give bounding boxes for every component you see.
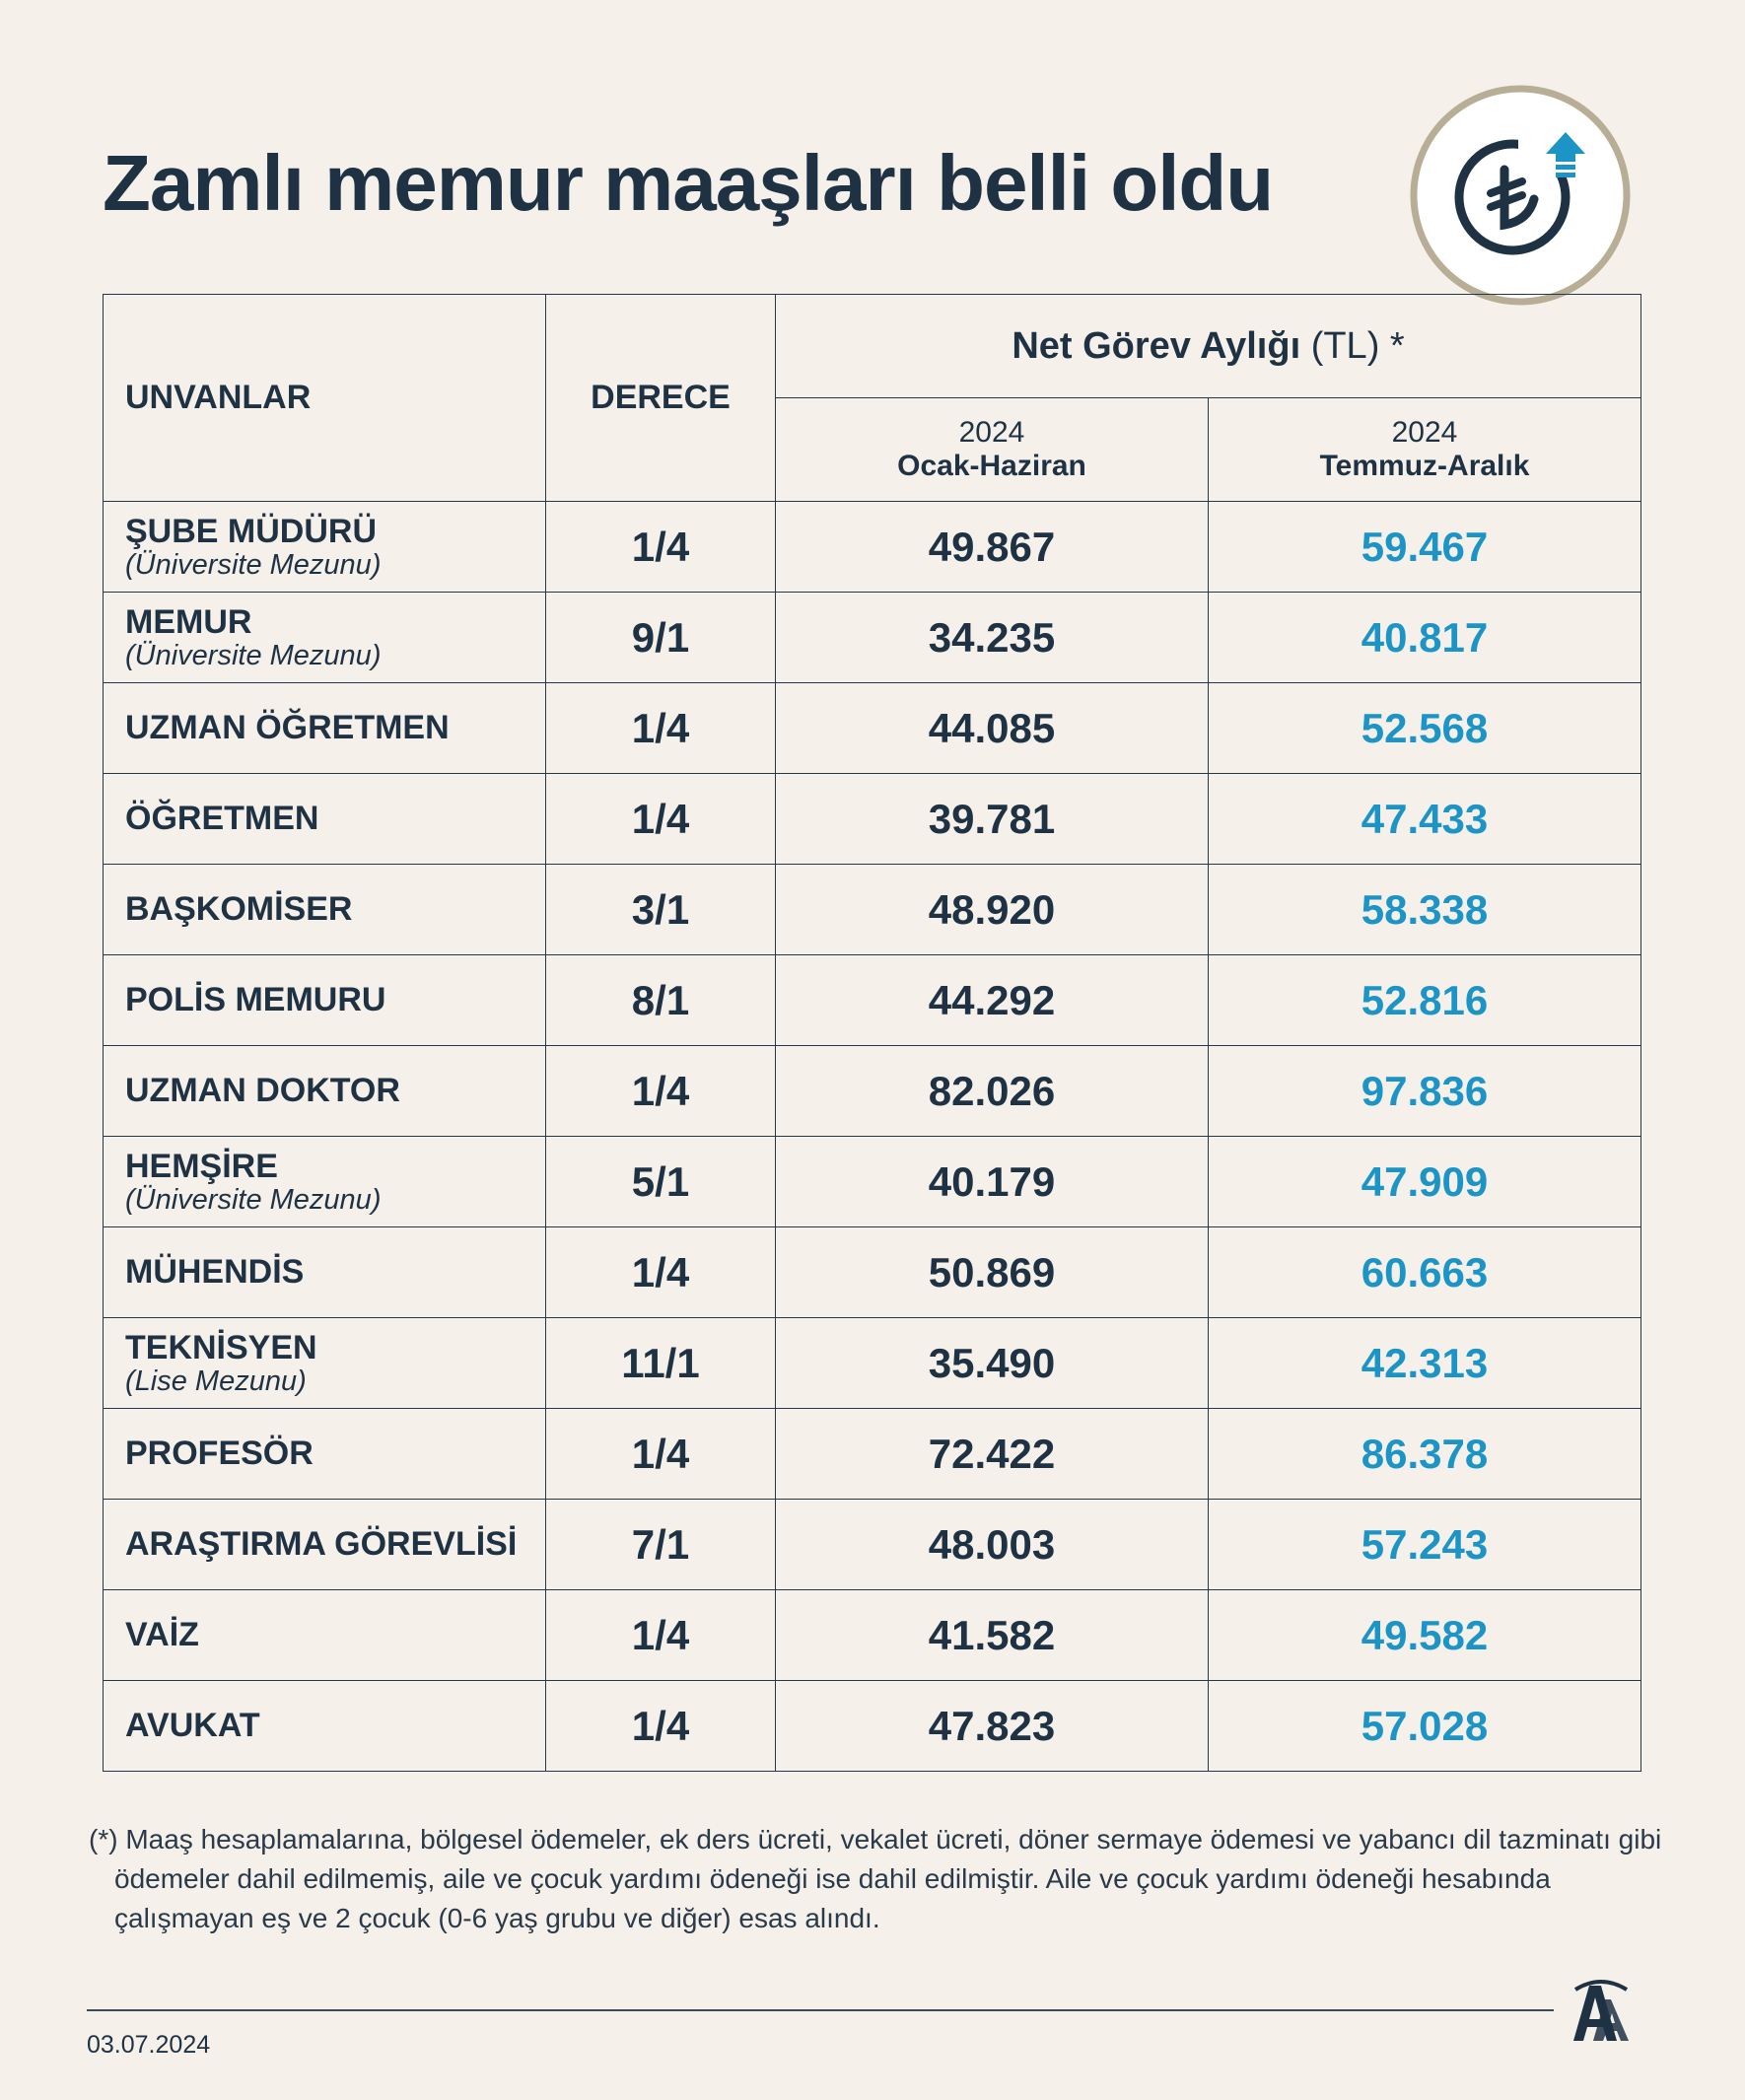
row-salary-jan-jun: 50.869	[776, 1227, 1209, 1318]
row-grade: 7/1	[546, 1500, 776, 1590]
footnote: (*) Maaş hesaplamalarına, bölgesel ödemeler, ek ders ücreti, vekalet ücreti, döner sermaye ödemesi ve yabancı dil tazminatı gibi ödemeler dahil edilmemiş, aile ve çocuk yardımı ödeneği ise dahil edilmiştir. Aile ve çocuk yardımı ödeneği hesabında çalışmayan eş ve 2 çocuk (0-6 yaş grubu ve diğer) esas alındı.	[89, 1824, 1662, 1933]
row-title-cell	[104, 1590, 546, 1681]
row-title-note: (Lise Mezunu)	[125, 1365, 307, 1397]
header-period-1-name: Ocak-Haziran	[897, 450, 1086, 482]
row-grade: 11/1	[546, 1318, 776, 1409]
aa-logo-icon	[1568, 1978, 1635, 2045]
row-title: ŞUBE MÜDÜRÜ	[125, 512, 377, 550]
row-title: HEMŞİRE	[125, 1147, 278, 1185]
row-title: ARAŞTIRMA GÖREVLİSİ	[125, 1525, 518, 1564]
table-row	[104, 1590, 1641, 1681]
row-salary-jan-jun: 72.422	[776, 1409, 1209, 1500]
row-title-cell	[104, 683, 546, 774]
row-title-note: (Üniversite Mezunu)	[125, 639, 382, 671]
table-row	[104, 1227, 1641, 1318]
row-salary-jul-dec: 52.568	[1209, 683, 1641, 774]
row-salary-jan-jun: 44.085	[776, 683, 1209, 774]
row-salary-jan-jun: 41.582	[776, 1590, 1209, 1681]
header-net-salary-label: Net Görev Aylığı	[1012, 324, 1301, 367]
row-grade: 1/4	[546, 502, 776, 593]
header-period-2-name: Temmuz-Aralık	[1319, 450, 1530, 482]
row-salary-jan-jun: 40.179	[776, 1137, 1209, 1227]
row-title: UZMAN ÖĞRETMEN	[125, 709, 450, 747]
table-row	[104, 865, 1641, 955]
row-title: POLİS MEMURU	[125, 981, 386, 1019]
row-salary-jan-jun: 44.292	[776, 955, 1209, 1046]
row-salary-jan-jun: 82.026	[776, 1046, 1209, 1137]
row-salary-jul-dec: 42.313	[1209, 1318, 1641, 1409]
row-grade: 1/4	[546, 683, 776, 774]
row-grade: 1/4	[546, 774, 776, 865]
table-row	[104, 1409, 1641, 1500]
row-title-cell	[104, 1500, 546, 1590]
row-title: PROFESÖR	[125, 1435, 314, 1473]
row-salary-jul-dec: 59.467	[1209, 502, 1641, 593]
row-title: UZMAN DOKTOR	[125, 1072, 400, 1110]
row-salary-jul-dec: 52.816	[1209, 955, 1641, 1046]
row-title-cell	[104, 774, 546, 865]
row-grade: 1/4	[546, 1227, 776, 1318]
row-title-cell	[104, 1227, 546, 1318]
table-row	[104, 1681, 1641, 1772]
header-period-1	[776, 398, 1209, 502]
row-title-cell	[104, 502, 546, 593]
row-salary-jul-dec: 47.433	[1209, 774, 1641, 865]
row-title-note: (Üniversite Mezunu)	[125, 1183, 382, 1216]
row-title: MEMUR	[125, 602, 252, 641]
row-salary-jul-dec: 57.243	[1209, 1500, 1641, 1590]
row-title-cell	[104, 955, 546, 1046]
row-grade: 9/1	[546, 593, 776, 683]
row-salary-jul-dec: 49.582	[1209, 1590, 1641, 1681]
row-grade: 1/4	[546, 1046, 776, 1137]
row-title: AVUKAT	[125, 1707, 260, 1745]
row-salary-jul-dec: 47.909	[1209, 1137, 1641, 1227]
row-salary-jul-dec: 97.836	[1209, 1046, 1641, 1137]
table-row	[104, 774, 1641, 865]
row-salary-jan-jun: 49.867	[776, 502, 1209, 593]
row-salary-jul-dec: 57.028	[1209, 1681, 1641, 1772]
row-title: TEKNİSYEN	[125, 1328, 317, 1366]
row-salary-jan-jun: 39.781	[776, 774, 1209, 865]
row-salary-jan-jun: 47.823	[776, 1681, 1209, 1772]
row-grade: 1/4	[546, 1590, 776, 1681]
header-net-salary-unit: (TL) *	[1310, 324, 1405, 367]
table-row	[104, 1046, 1641, 1137]
row-salary-jan-jun: 48.003	[776, 1500, 1209, 1590]
row-title: MÜHENDİS	[125, 1253, 305, 1292]
row-salary-jul-dec: 60.663	[1209, 1227, 1641, 1318]
row-grade: 3/1	[546, 865, 776, 955]
header-titles: UNVANLAR	[104, 295, 546, 502]
row-grade: 1/4	[546, 1409, 776, 1500]
table-body	[104, 502, 1641, 1772]
header-net-salary	[776, 295, 1641, 398]
row-salary-jul-dec: 58.338	[1209, 865, 1641, 955]
lira-up-arrow-icon	[1408, 83, 1633, 308]
page-title: Zamlı memur maaşları belli oldu	[103, 139, 1274, 227]
row-title-cell	[104, 1318, 546, 1409]
row-title-cell	[104, 1409, 546, 1500]
row-title: ÖĞRETMEN	[125, 800, 319, 838]
row-title-note: (Üniversite Mezunu)	[125, 548, 382, 581]
row-grade: 8/1	[546, 955, 776, 1046]
row-salary-jul-dec: 86.378	[1209, 1409, 1641, 1500]
header-period-2	[1209, 398, 1641, 502]
row-grade: 5/1	[546, 1137, 776, 1227]
row-title: VAİZ	[125, 1616, 199, 1654]
header-grade: DERECE	[546, 295, 776, 502]
table-row	[104, 593, 1641, 683]
row-salary-jan-jun: 34.235	[776, 593, 1209, 683]
row-title-cell	[104, 1046, 546, 1137]
table-row	[104, 1137, 1641, 1227]
row-grade: 1/4	[546, 1681, 776, 1772]
row-title: BAŞKOMİSER	[125, 890, 353, 929]
row-salary-jan-jun: 35.490	[776, 1318, 1209, 1409]
header-period-1-year: 2024	[958, 415, 1025, 449]
table-row	[104, 683, 1641, 774]
row-salary-jul-dec: 40.817	[1209, 593, 1641, 683]
footer-divider	[87, 2009, 1554, 2011]
table-row	[104, 955, 1641, 1046]
table-row	[104, 1500, 1641, 1590]
header-period-2-year: 2024	[1391, 415, 1458, 449]
row-title-cell	[104, 593, 546, 683]
row-title-cell	[104, 1137, 546, 1227]
publish-date: 03.07.2024	[87, 2031, 211, 2059]
row-salary-jan-jun: 48.920	[776, 865, 1209, 955]
row-title-cell	[104, 865, 546, 955]
table-row	[104, 1318, 1641, 1409]
row-title-cell	[104, 1681, 546, 1772]
salary-table	[103, 294, 1641, 1772]
table-row	[104, 502, 1641, 593]
